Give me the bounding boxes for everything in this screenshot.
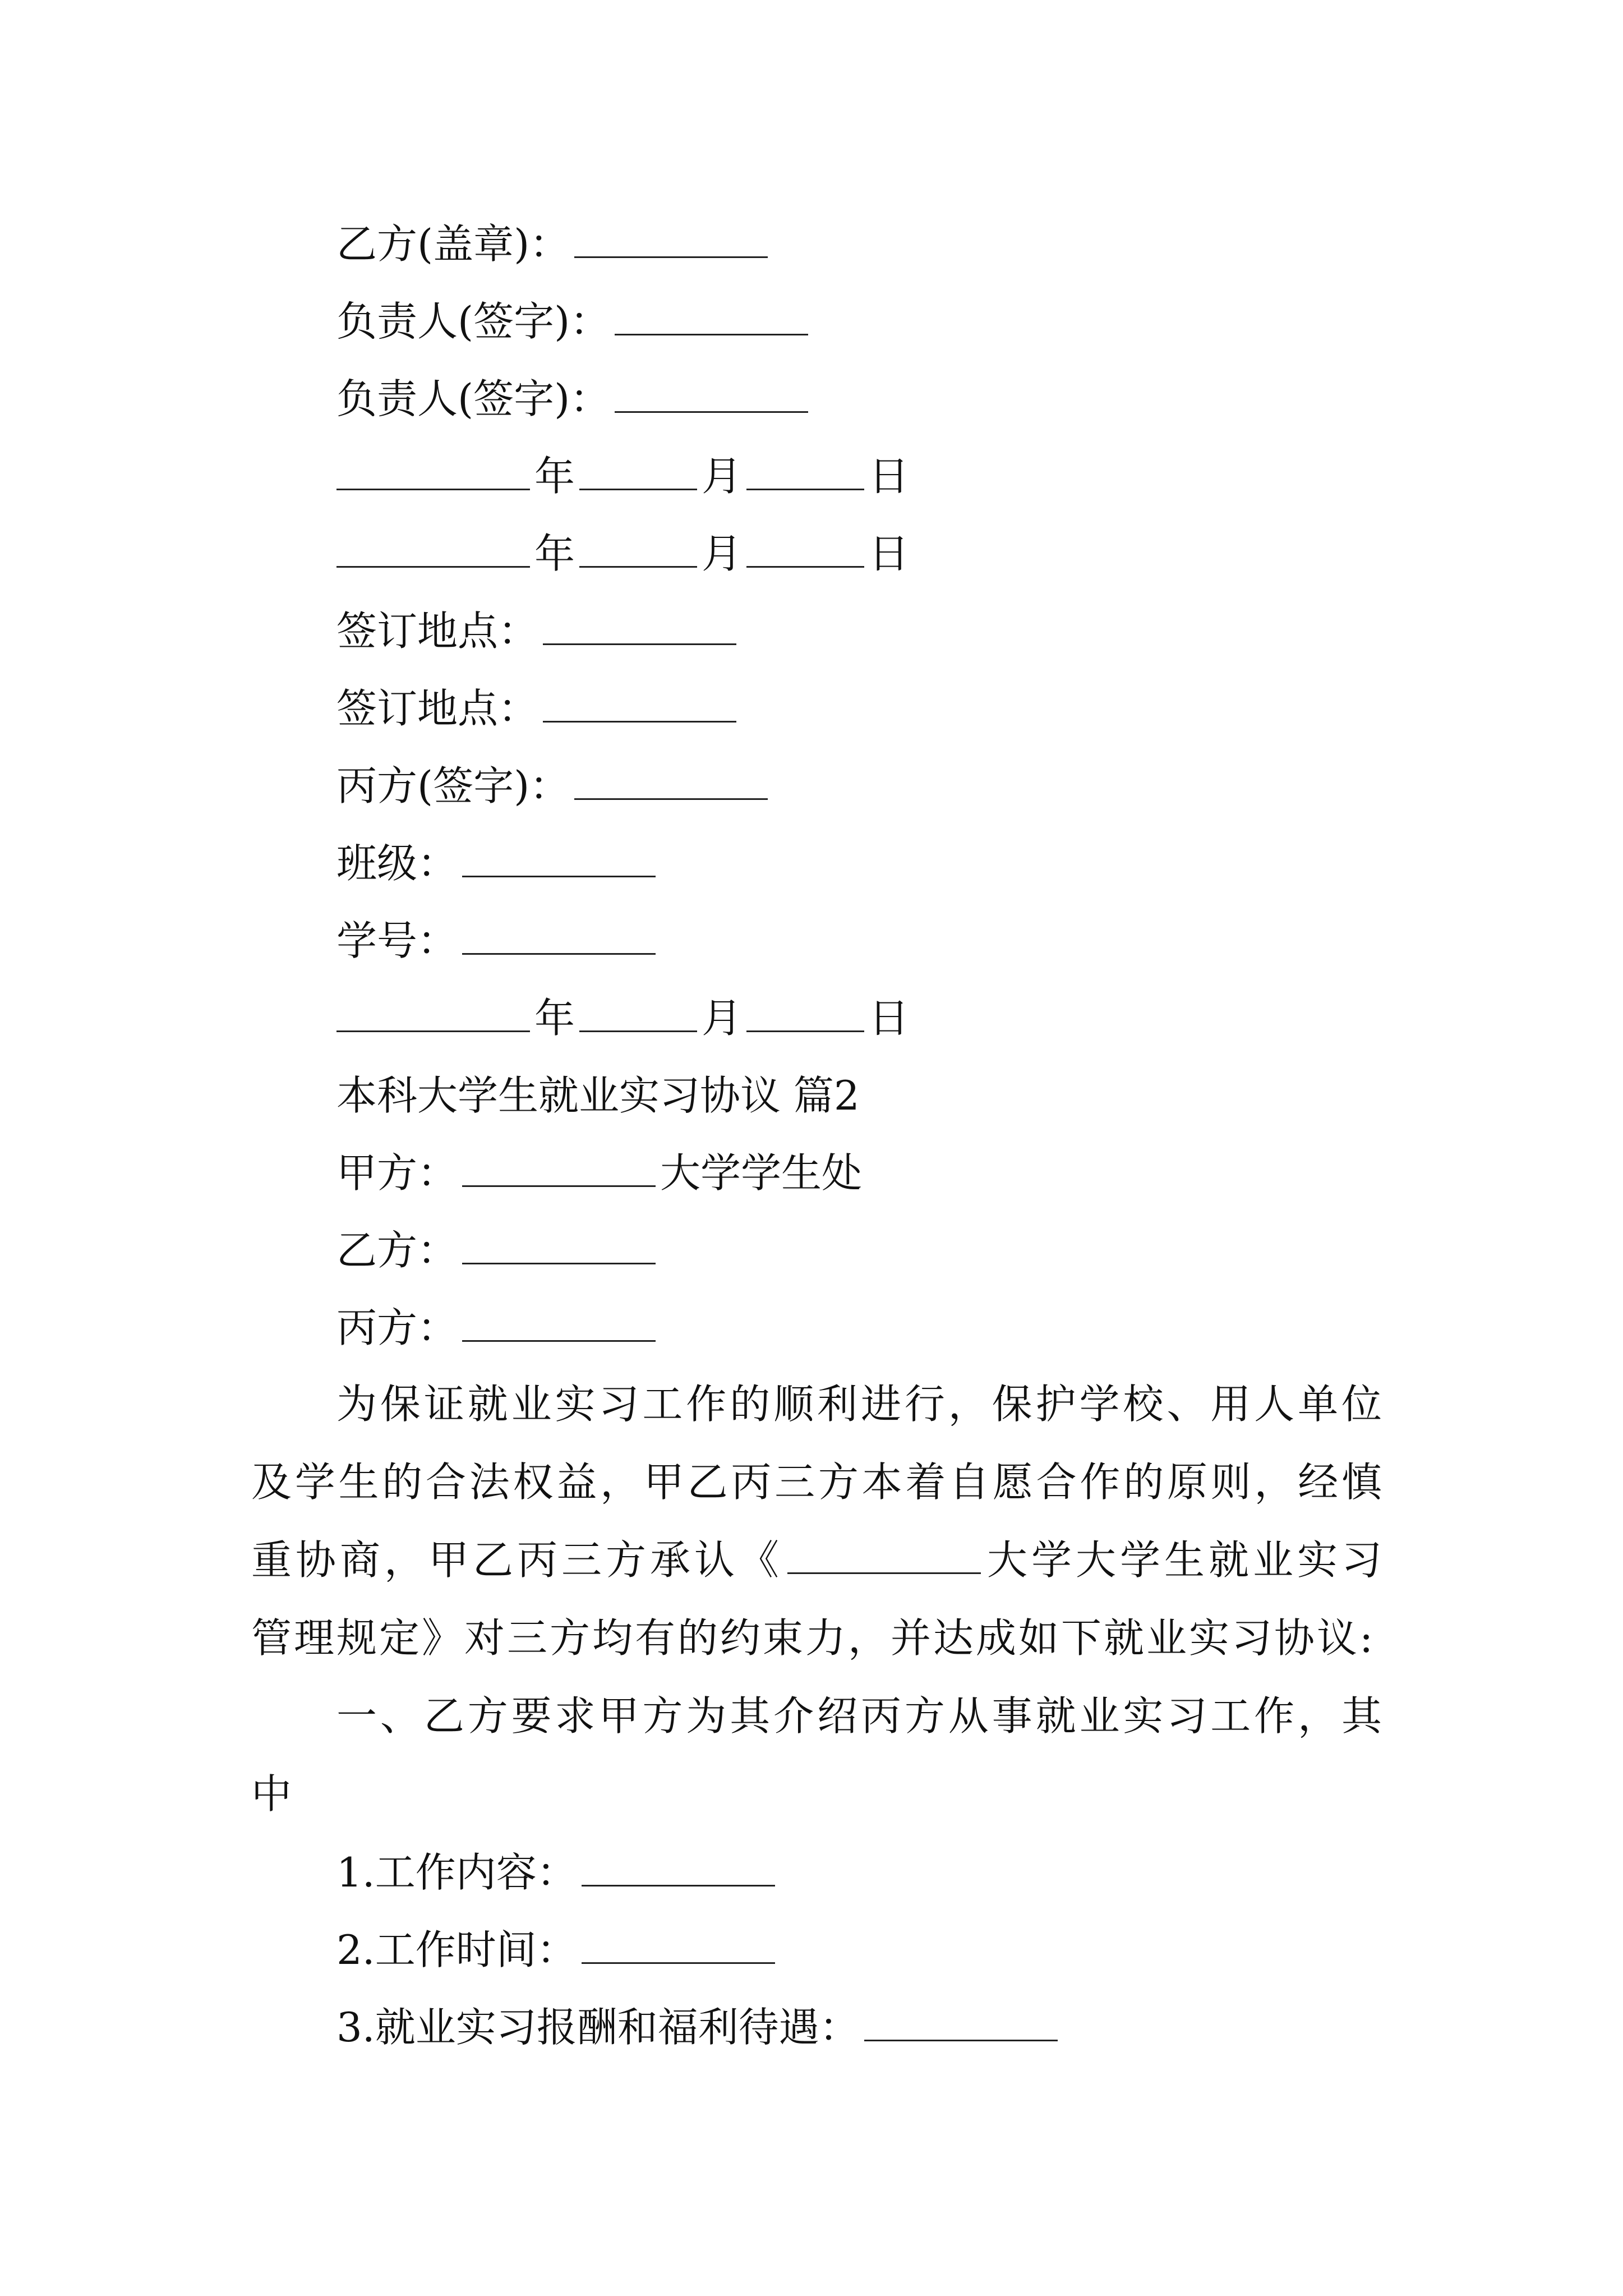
blank-line xyxy=(543,682,736,723)
party-c-line xyxy=(336,1297,660,1359)
day-label: 日 xyxy=(869,530,910,577)
blank-line xyxy=(462,1301,656,1342)
blank-line xyxy=(864,2000,1058,2041)
blank-line xyxy=(579,449,697,490)
month-label: 月 xyxy=(702,995,743,1042)
party-b-label: 乙方： xyxy=(336,1227,458,1274)
blank-line xyxy=(462,914,656,955)
person-in-charge-line-2 xyxy=(336,368,813,430)
intro-text-part1: 为保证就业实习工作的顺利进行，保护学校、用人单位及学生的合法权益，甲乙丙三方本着自愿合作的原则，经慎重协商，甲乙丙三方承认《 xyxy=(251,1381,1384,1584)
item-3-line xyxy=(336,1996,1062,2058)
party-a-label: 甲方： xyxy=(336,1149,458,1197)
party-b-seal-label: 乙方(盖章)： xyxy=(336,220,570,268)
blank-line xyxy=(543,604,736,645)
year-label: 年 xyxy=(534,995,575,1042)
party-c-sign-label: 丙方(签字)： xyxy=(336,762,570,809)
item-1-label: 1.工作内容： xyxy=(336,1849,577,1896)
signing-place-label: 签订地点： xyxy=(336,685,539,732)
blank-line xyxy=(615,372,808,413)
item-2-line xyxy=(336,1919,780,1981)
blank-line xyxy=(746,527,864,568)
blank-line xyxy=(615,295,808,335)
month-label: 月 xyxy=(702,453,743,500)
blank-line xyxy=(462,1223,656,1264)
blank-line xyxy=(462,1146,656,1187)
party-c-label: 丙方： xyxy=(336,1304,458,1351)
blank-line xyxy=(336,527,530,568)
blank-line xyxy=(574,759,768,800)
blank-line xyxy=(582,1846,775,1887)
section-title xyxy=(336,1065,860,1126)
class-line xyxy=(336,832,660,894)
item-2-label: 2.工作时间： xyxy=(336,1926,577,1973)
year-label: 年 xyxy=(534,453,575,500)
date-line-2 xyxy=(336,523,909,585)
item-1-line xyxy=(336,1842,780,1903)
party-a-line xyxy=(336,1142,862,1204)
blank-line xyxy=(579,527,697,568)
signing-place-line-2 xyxy=(336,678,741,739)
class-label: 班级： xyxy=(336,840,458,887)
blank-line xyxy=(579,991,697,1032)
signing-place-line-1 xyxy=(336,600,741,662)
blank-line xyxy=(582,1923,775,1964)
clause-1-text: 一、乙方要求甲方为其介绍丙方从事就业实习工作，其中 xyxy=(251,1692,1384,1818)
date-line-3 xyxy=(336,987,909,1049)
party-c-sign-line xyxy=(336,755,772,817)
item-3-label: 3.就业实习报酬和福利待遇： xyxy=(336,2004,860,2051)
month-label: 月 xyxy=(702,530,743,577)
day-label: 日 xyxy=(869,995,910,1042)
intro-text-part2: 大学大学生就业实习管理规定》对三方均有的约束力，并达成如下就业实习协议: xyxy=(251,1536,1384,1662)
clause-1-paragraph xyxy=(251,1677,1384,1833)
blank-line xyxy=(787,1533,981,1574)
student-id-label: 学号： xyxy=(336,917,458,964)
section-title-text: 本科大学生就业实习协议 篇2 xyxy=(336,1072,860,1119)
person-in-charge-label: 负责人(签字)： xyxy=(336,298,611,345)
blank-line xyxy=(336,449,530,490)
party-b-seal-line xyxy=(336,213,772,275)
blank-line xyxy=(462,836,656,877)
year-label: 年 xyxy=(534,530,575,577)
intro-paragraph xyxy=(251,1365,1384,1677)
party-a-suffix: 大学学生处 xyxy=(660,1149,863,1197)
person-in-charge-line-1 xyxy=(336,291,813,352)
signing-place-label: 签订地点： xyxy=(336,608,539,655)
blank-line xyxy=(336,991,530,1032)
student-id-line xyxy=(336,910,660,972)
blank-line xyxy=(746,991,864,1032)
party-b-line xyxy=(336,1220,660,1281)
blank-line xyxy=(574,217,768,258)
blank-line xyxy=(746,449,864,490)
day-label: 日 xyxy=(869,453,910,500)
date-line-1 xyxy=(336,445,909,507)
person-in-charge-label: 负责人(签字)： xyxy=(336,375,611,422)
